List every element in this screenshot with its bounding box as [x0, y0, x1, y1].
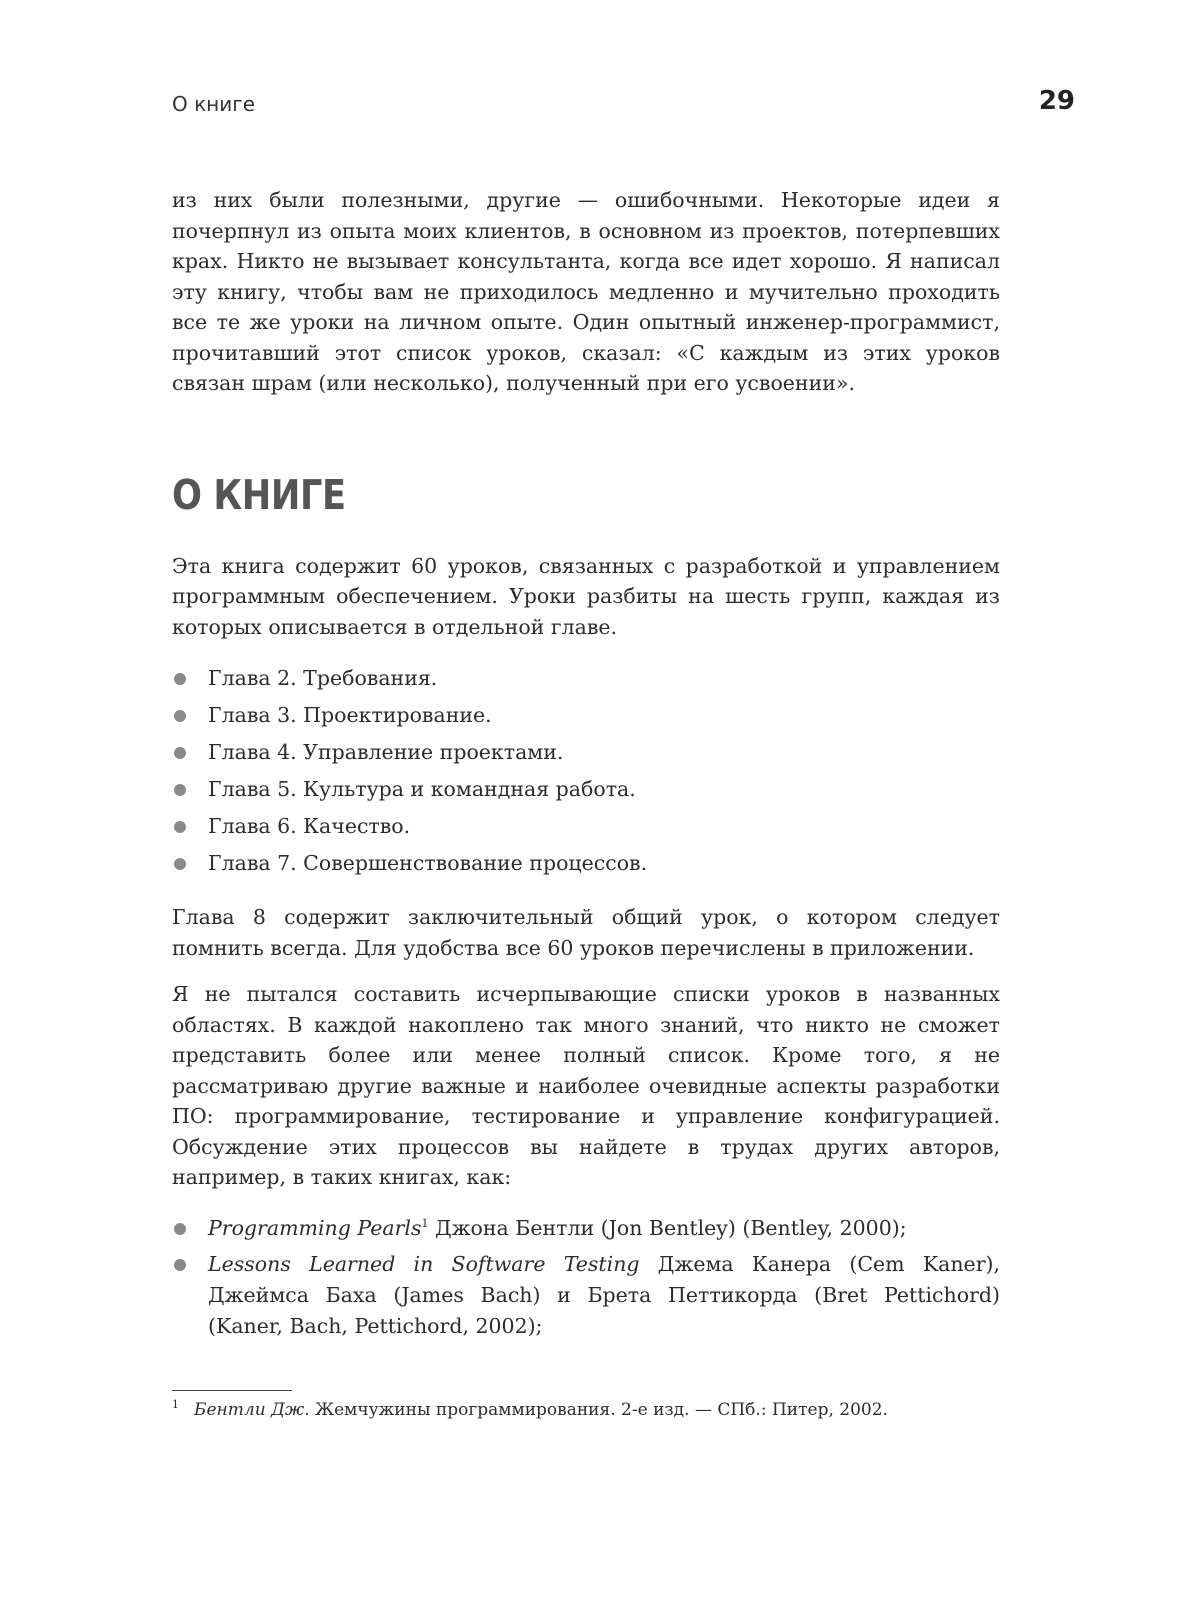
footnote-divider: [172, 1390, 292, 1391]
book-title: Programming Pearls: [208, 1215, 422, 1240]
section-paragraph-2: Глава 8 содержит заключительный общий урок, о котором следует помнить всегда. Для удобства все 60 уроков перечислены в приложении.: [172, 905, 1000, 960]
running-head: О книге: [172, 92, 256, 116]
bullet-icon: [174, 1223, 186, 1235]
book-details: Джема Канера (Cem Kaner), Джеймса Баха (James Bach) и Брета Петтикорда (Bret Pettichord) (Kaner, Bach, Pettichord, 2002);: [208, 1251, 1001, 1338]
footnote-text: Жемчужины программирования. 2-е изд. — СПб.: Питер, 2002.: [309, 1400, 888, 1420]
section-paragraph-3: Я не пытался составить исчерпывающие списки уроков в названных областях. В каждой накоплено так много знаний, что никто не сможет представить более или менее полный список. Кроме того, я не рассматриваю другие важные и наиболее очевидные аспекты разработки ПО: программирование, тестирование и управление конфигурацией. Обсуждение этих процессов вы найдете в трудах других авторов, например, в таких книгах, как:: [172, 982, 1000, 1189]
list-item: Глава 2. Требования.: [172, 660, 1000, 697]
intro-paragraph: из них были полезными, другие — ошибочными. Некоторые идеи я почерпнул из опыта моих клиентов, в основном из проектов, потерпевших крах. Никто не вызывает консультанта, когда все идет хорошо. Я написал эту книгу, чтобы вам не приходилось медленно и мучительно проходить все те же уроки на личном опыте. Один опытный инженер-программист, прочитавший этот список уроков, сказал: «С каждым из этих уроков связан шрам (или несколько), полученный при его усвоении».: [172, 188, 1000, 395]
book-title: Lessons Learned in Software Testing: [208, 1251, 640, 1276]
list-item: Глава 5. Культура и командная работа.: [172, 771, 1000, 808]
list-item: Глава 4. Управление проектами.: [172, 734, 1000, 771]
list-item: Глава 3. Проектирование.: [172, 697, 1000, 734]
page-number: 29: [1038, 86, 1075, 116]
footnote: 1 Бентли Дж. Жемчужины программирования. 2-е изд. — СПб.: Питер, 2002.: [172, 1398, 888, 1420]
footnote-author: Бентли Дж.: [194, 1400, 310, 1420]
section-heading: О КНИГЕ: [172, 470, 346, 519]
bullet-icon: [174, 858, 186, 870]
list-item: [172, 1249, 1000, 1342]
bullet-icon: [174, 1259, 186, 1271]
book-details: Джона Бентли (Jon Bentley) (Bentley, 2000);: [428, 1215, 907, 1240]
footnote-reference[interactable]: 1: [421, 1216, 429, 1230]
list-item: Глава 7. Совершенствование процессов.: [172, 845, 1000, 882]
page-content: [172, 185, 1000, 1347]
section-paragraph-1: Эта книга содержит 60 уроков, связанных с разработкой и управлением программным обеспечением. Уроки разбиты на шесть групп, каждая из которых описывается в отдельной главе.: [172, 553, 1000, 639]
bullet-icon: [174, 747, 186, 759]
list-item: Глава 6. Качество.: [172, 808, 1000, 845]
list-item: [172, 1213, 1000, 1244]
bullet-icon: [174, 673, 186, 685]
books-list: [172, 1213, 1000, 1342]
bullet-icon: [174, 821, 186, 833]
bullet-icon: [174, 710, 186, 722]
chapter-list: [172, 660, 1000, 882]
bullet-icon: [174, 784, 186, 796]
